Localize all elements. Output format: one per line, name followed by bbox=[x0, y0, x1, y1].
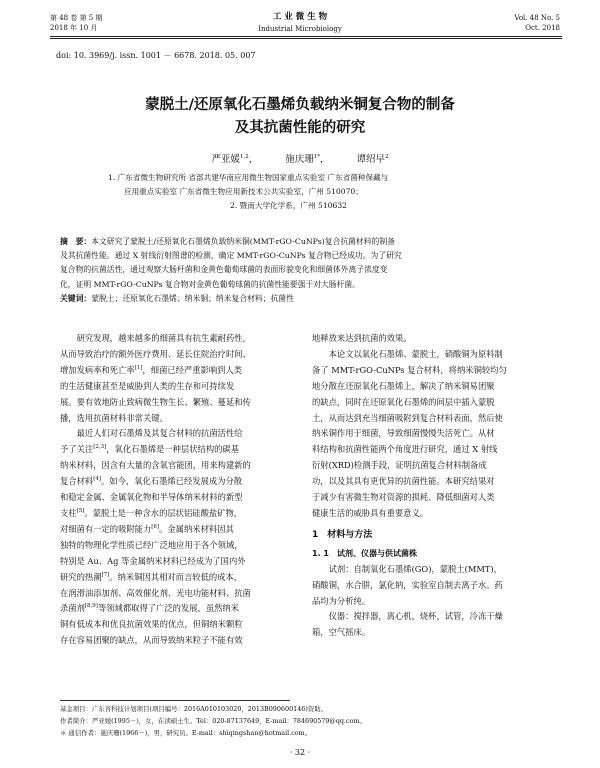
text-line: 试剂：自制氧化石墨烯(GO)，蒙脱土(MMT)， bbox=[328, 563, 502, 574]
text-line: 功，以及其具有更优异的抗菌性能。本研究结果对 bbox=[312, 476, 495, 487]
text-line: 料结构和抗菌性能两个角度进行研究，通过 X 射线 bbox=[312, 444, 498, 455]
text-line: 备了 MMT-rGO-CuNPs 复合材料，将纳米铜较均匀 bbox=[312, 364, 507, 375]
text-line: 予了关注[2,3]，氧化石墨烯是一种层状结构的碳基 bbox=[60, 444, 240, 455]
text-line: 支柱[5]。蒙脱土是一种含水的层状铝硅酸盐矿物， bbox=[60, 507, 243, 518]
text-line: 杀菌剂[8,9]等领域都取得了广泛的发展，虽然纳米 bbox=[60, 603, 240, 614]
text-line: 增加发病率和死亡率[1]，细菌已经严重影响到人类 bbox=[60, 364, 243, 375]
text-line: 的生活健康甚至是威胁到人类的生存和可持续发 bbox=[60, 380, 235, 391]
paragraph bbox=[60, 331, 298, 426]
text-line: 播，选用抗菌材料非常关键。 bbox=[60, 412, 168, 423]
header-rule-bottom bbox=[50, 38, 562, 39]
text-line: 从而导致治疗的额外医疗费用、延长住院治疗时间、 bbox=[60, 348, 251, 359]
text-line: 品均为分析纯。 bbox=[312, 595, 371, 606]
header-volume: 第 48 卷 第 5 期 bbox=[50, 14, 103, 22]
text-line: 于减少有害微生物对资源的损耗、降低细菌对人类 bbox=[312, 492, 495, 503]
paragraph bbox=[312, 609, 552, 641]
abstract-line: 复合物的抗菌活性，通过观察大肠杆菌和金黄色葡萄球菌的表面形貌变化和细菌体外离子浓度变 bbox=[60, 265, 388, 275]
right-column bbox=[312, 331, 552, 641]
keywords-text: 蒙脱土；还原氧化石墨烯；纳米铜；纳米复合材料；抗菌性 bbox=[91, 293, 294, 303]
text-line: 最近人们对石墨烯及其复合材料的抗菌活性给 bbox=[76, 428, 243, 439]
text-line: 研究发现，越来越多的细菌具有抗生素耐药性， bbox=[76, 333, 251, 343]
text-line: 硝酸铜，水合肼，氯化钠，实验室自制去离子水。药 bbox=[312, 579, 503, 590]
left-column bbox=[60, 331, 298, 649]
abstract-line: 化，证明 MMT-rGO-CuNPs 复合物对金黄色葡萄球菌的抗菌性能要强于对大肠杆菌。 bbox=[60, 279, 360, 289]
text-line: 研究的热潮[7]。纳米铜因其相对而言较低的成本， bbox=[60, 571, 243, 582]
author-name: 谭绍早 bbox=[356, 154, 386, 165]
text-line: 对细菌有一定的吸附能力[6]。金属纳米材料因其 bbox=[60, 523, 234, 534]
author-name: 施庆珊 bbox=[285, 154, 314, 165]
text-line: 地释放来达到抗菌的效果。 bbox=[312, 333, 412, 343]
text-line: 地分散在还原氧化石墨烯上，解决了纳米铜易团聚 bbox=[312, 380, 495, 391]
text-line: 纳米材料，因含有大量的含氧官能团，用来构建新的 bbox=[60, 460, 251, 471]
section-heading: 1 材料与方法 bbox=[312, 529, 373, 540]
header-journal-en: Industrial Microbiology bbox=[258, 25, 342, 33]
title-line-2: 及其抗菌性能的研究 bbox=[234, 120, 366, 136]
text-line: 的缺点，同时在还原氧化石墨烯的间层中插入蒙脱 bbox=[312, 396, 495, 407]
header-vol-en: Vol. 48 No. 5 bbox=[514, 14, 560, 22]
text-line: 铜有低成本和优良抗菌效果的优点，但铜纳米颗粒 bbox=[60, 619, 243, 630]
text-line: 箱，空气摇床。 bbox=[312, 627, 371, 638]
doi: doi: 10. 3969/j. issn. 1001 － 6678. 2018. 05. 007 bbox=[56, 51, 256, 60]
text-line: 衍射(XRD)检测手段，证明抗菌复合材料制备成 bbox=[312, 460, 487, 471]
paragraph bbox=[312, 347, 552, 522]
text-line: 独特的物理化学性质已经广泛地应用于各个领域， bbox=[60, 539, 243, 550]
header-rule-top bbox=[50, 36, 562, 37]
author-mark: 1,2 bbox=[239, 153, 249, 160]
text-line: 存在容易团聚的缺点，从而导致纳米粒子不能有效 bbox=[60, 635, 243, 646]
footnote-line: 基金项目：广东省科技计划项目(项目编号：2016A010103020，2013B090600146)资助。 bbox=[60, 705, 327, 713]
paragraph bbox=[60, 426, 298, 649]
text-line: 纳米铜作用于细菌，导致细菌慢慢失活死亡。从材 bbox=[312, 428, 495, 439]
text-line: 和稳定金属、金属氧化物和半导体纳米材料的新型 bbox=[60, 492, 243, 503]
title-line-1: 蒙脱土/还原氧化石墨烯负载纳米铜复合物的制备 bbox=[145, 97, 455, 113]
affiliation-line: 应用重点实验室 广东省微生物应用新技术公共实验室，广州 510070； bbox=[124, 187, 363, 196]
abstract-label: 摘 要： bbox=[60, 237, 92, 246]
text-line: 健康生活的威胁具有重要意义。 bbox=[312, 507, 429, 518]
header-date: 2018 年 10 月 bbox=[50, 24, 98, 32]
authors: 严亚媛$^{1,2}$， 施庆珊$^{1*}$， 谭绍早$^2$ bbox=[211, 153, 389, 165]
paragraph bbox=[312, 562, 552, 610]
footnote-rule bbox=[60, 700, 290, 701]
text-line: 复合材料[4]。如今，氧化石墨烯已经发展成为分散 bbox=[60, 476, 243, 487]
abstract-line: 本文研究了蒙脱土/还原氧化石墨烯负载纳米铜(MMT-rGO-CuNPs)复合抗菌材料的制备 bbox=[91, 237, 395, 246]
footnote-line: 作者简介：严亚媛(1995－)，女，在读硕士生。Tel：020-87137649，E-mail：784690579@qq.com。 bbox=[60, 717, 366, 725]
affiliation-line: 1. 广东省微生物研究所 省部共建华南应用微生物国家重点实验室 广东省菌种保藏与 bbox=[108, 173, 389, 182]
footnote-line: ＊ 通信作者：施庆珊(1966－)，男，研究员。E-mail：shiqingshan@hotmail.com。 bbox=[60, 729, 312, 737]
text-line: 展。要有效地防止致病微生物生长、繁殖、蔓延和传 bbox=[60, 396, 251, 407]
affiliation-line: 2. 暨南大学化学系，广州 510632 bbox=[230, 201, 347, 210]
subsection-heading: 1. 1 试剂、仪器与供试菌株 bbox=[312, 548, 417, 558]
header-date-en: Oct. 2018 bbox=[525, 24, 560, 32]
text-line: 本论文以氧化石墨烯、蒙脱土，硝酸铜为原料制 bbox=[328, 348, 503, 359]
author-mark: 1* bbox=[313, 153, 320, 160]
text-line: 特别是 Au、Ag 等金属纳米材料已经成为了国内外 bbox=[60, 555, 246, 566]
page-number: · 32 · bbox=[289, 748, 311, 757]
keywords-label: 关键词： bbox=[60, 293, 92, 303]
text-line: 在润滑油添加剂、高效催化剂、光电功能材料、抗菌 bbox=[60, 587, 251, 598]
author-mark: 2 bbox=[385, 153, 389, 160]
author-name: 严亚媛 bbox=[211, 154, 240, 165]
abstract-line: 及其抗菌性能。通过 X 射线衍射图谱的检测，确定 MMT-rGO-CuNPs 复合物已经成功。为了研究 bbox=[60, 251, 402, 261]
header-journal-cn: 工 业 微 生 物 bbox=[272, 12, 328, 22]
text-line: 仪器：搅拌器，离心机，烧杯，试管，冷冻干燥 bbox=[328, 611, 503, 622]
abstract bbox=[60, 235, 550, 306]
text-line: 土，从而达到充当细菌吸附到复合材料表面，然后使 bbox=[312, 412, 503, 423]
